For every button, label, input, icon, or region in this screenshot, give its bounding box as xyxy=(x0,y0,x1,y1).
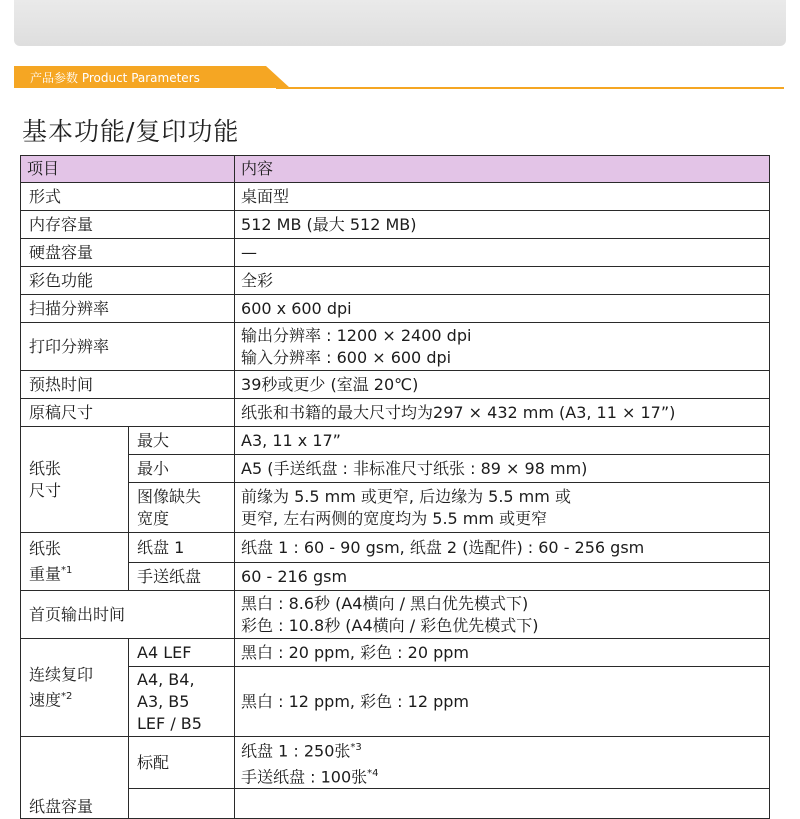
sub-label-min: 最小 xyxy=(129,455,235,483)
sub-label-tray1: 纸盘 1 xyxy=(129,533,235,563)
header-content: 内容 xyxy=(235,156,770,183)
footnote-mark: *2 xyxy=(61,690,73,702)
footnote-mark: *3 xyxy=(350,742,362,754)
sub-label-max: 最大 xyxy=(129,427,235,455)
spec-table xyxy=(20,155,770,819)
row-value-optional-capacity xyxy=(235,789,770,819)
row-value-image-loss xyxy=(235,483,770,533)
row-label-original-size: 原稿尺寸 xyxy=(21,399,235,427)
std-capacity-line2-text: 手送纸盘 : 100张 xyxy=(241,766,368,786)
print-res-line1: 输出分辨率 : 1200 × 2400 dpi xyxy=(241,325,472,345)
print-res-line2: 输入分辨率 : 600 × 600 dpi xyxy=(241,347,452,367)
image-loss-line2: 更窄, 左右两侧的宽度均为 5.5 mm 或更窄 xyxy=(241,508,548,528)
table-row xyxy=(21,563,770,591)
table-header-row xyxy=(21,156,770,183)
copy-speed-label-text: 速度 xyxy=(29,690,62,710)
copy-speed-label-line1: 连续复印 xyxy=(29,664,94,684)
table-row xyxy=(21,267,770,295)
std-capacity-line1-text: 纸盘 1 : 250张 xyxy=(241,741,351,761)
row-label-memory: 内存容量 xyxy=(21,211,235,239)
std-capacity-line2 xyxy=(241,763,763,788)
row-value-print-res xyxy=(235,323,770,371)
table-row xyxy=(21,295,770,323)
section-title: 基本功能/复印功能 xyxy=(22,117,240,146)
row-value-warmup: 39秒或更少 (室温 20℃) xyxy=(235,371,770,399)
footnote-mark: *1 xyxy=(61,564,73,576)
sub-label-image-loss: 图像缺失 宽度 xyxy=(129,483,235,533)
row-label-print-res: 打印分辨率 xyxy=(21,323,235,371)
row-value-scan-res: 600 x 600 dpi xyxy=(235,295,770,323)
row-label-tray-capacity: 纸盘容量 xyxy=(21,737,129,819)
row-value-tray1-weight: 纸盘 1 : 60 - 90 gsm, 纸盘 2 (选配件) : 60 - 256 gsm xyxy=(235,533,770,563)
row-value-standard-capacity xyxy=(235,737,770,789)
sub-label-other-sizes: A4, B4, A3, B5 LEF / B5 xyxy=(129,667,235,737)
table-row xyxy=(21,371,770,399)
row-value-first-copy xyxy=(235,591,770,639)
paper-weight-label-line2 xyxy=(29,560,122,585)
header-item: 项目 xyxy=(21,156,235,183)
sub-label-a4-lef: A4 LEF xyxy=(129,639,235,667)
table-row xyxy=(21,399,770,427)
table-row xyxy=(21,427,770,455)
first-copy-line1: 黑白 : 8.6秒 (A4横向 / 黑白优先模式下) xyxy=(241,593,529,613)
row-value-max-size: A3, 11 x 17” xyxy=(235,427,770,455)
table-row xyxy=(21,183,770,211)
banner-label: 产品参数 Product Parameters xyxy=(30,71,200,85)
row-value-bypass-weight: 60 - 216 gsm xyxy=(235,563,770,591)
table-row xyxy=(21,483,770,533)
paper-weight-label-line1: 纸张 xyxy=(29,538,62,558)
row-value-a4-lef-speed: 黑白 : 20 ppm, 彩色 : 20 ppm xyxy=(235,639,770,667)
table-row xyxy=(21,211,770,239)
row-value-other-speed: 黑白 : 12 ppm, 彩色 : 12 ppm xyxy=(235,667,770,737)
table-row xyxy=(21,667,770,737)
table-row xyxy=(21,455,770,483)
table-row xyxy=(21,639,770,667)
table-row xyxy=(21,239,770,267)
sub-label-optional xyxy=(129,789,235,819)
row-label-hdd: 硬盘容量 xyxy=(21,239,235,267)
row-value-memory: 512 MB (最大 512 MB) xyxy=(235,211,770,239)
banner-line xyxy=(276,87,784,89)
footnote-mark: *4 xyxy=(367,767,379,779)
first-copy-line2: 彩色 : 10.8秒 (A4横向 / 彩色优先模式下) xyxy=(241,615,539,635)
table-row xyxy=(21,789,770,819)
row-label-warmup: 预热时间 xyxy=(21,371,235,399)
row-label-copy-speed xyxy=(21,639,129,737)
row-label-scan-res: 扫描分辨率 xyxy=(21,295,235,323)
row-value-color: 全彩 xyxy=(235,267,770,295)
row-label-form: 形式 xyxy=(21,183,235,211)
row-label-paper-weight xyxy=(21,533,129,591)
row-value-min-size: A5 (手送纸盘 : 非标准尺寸纸张 : 89 × 98 mm) xyxy=(235,455,770,483)
std-capacity-line1 xyxy=(241,737,763,762)
table-row xyxy=(21,533,770,563)
sub-label-bypass: 手送纸盘 xyxy=(129,563,235,591)
row-value-form: 桌面型 xyxy=(235,183,770,211)
row-value-original-size: 纸张和书籍的最大尺寸均为297 × 432 mm (A3, 11 × 17”) xyxy=(235,399,770,427)
row-value-hdd: — xyxy=(235,239,770,267)
top-gray-band xyxy=(14,0,786,46)
table-row xyxy=(21,737,770,789)
copy-speed-label-line2 xyxy=(29,686,122,711)
row-label-color: 彩色功能 xyxy=(21,267,235,295)
table-row xyxy=(21,591,770,639)
image-loss-line1: 前缘为 5.5 mm 或更窄, 后边缘为 5.5 mm 或 xyxy=(241,486,571,506)
row-label-paper-size: 纸张 尺寸 xyxy=(21,427,129,533)
table-row xyxy=(21,323,770,371)
sub-label-standard: 标配 xyxy=(129,737,235,789)
section-banner xyxy=(14,66,784,92)
paper-weight-label-text: 重量 xyxy=(29,564,62,584)
row-label-first-copy: 首页输出时间 xyxy=(21,591,235,639)
